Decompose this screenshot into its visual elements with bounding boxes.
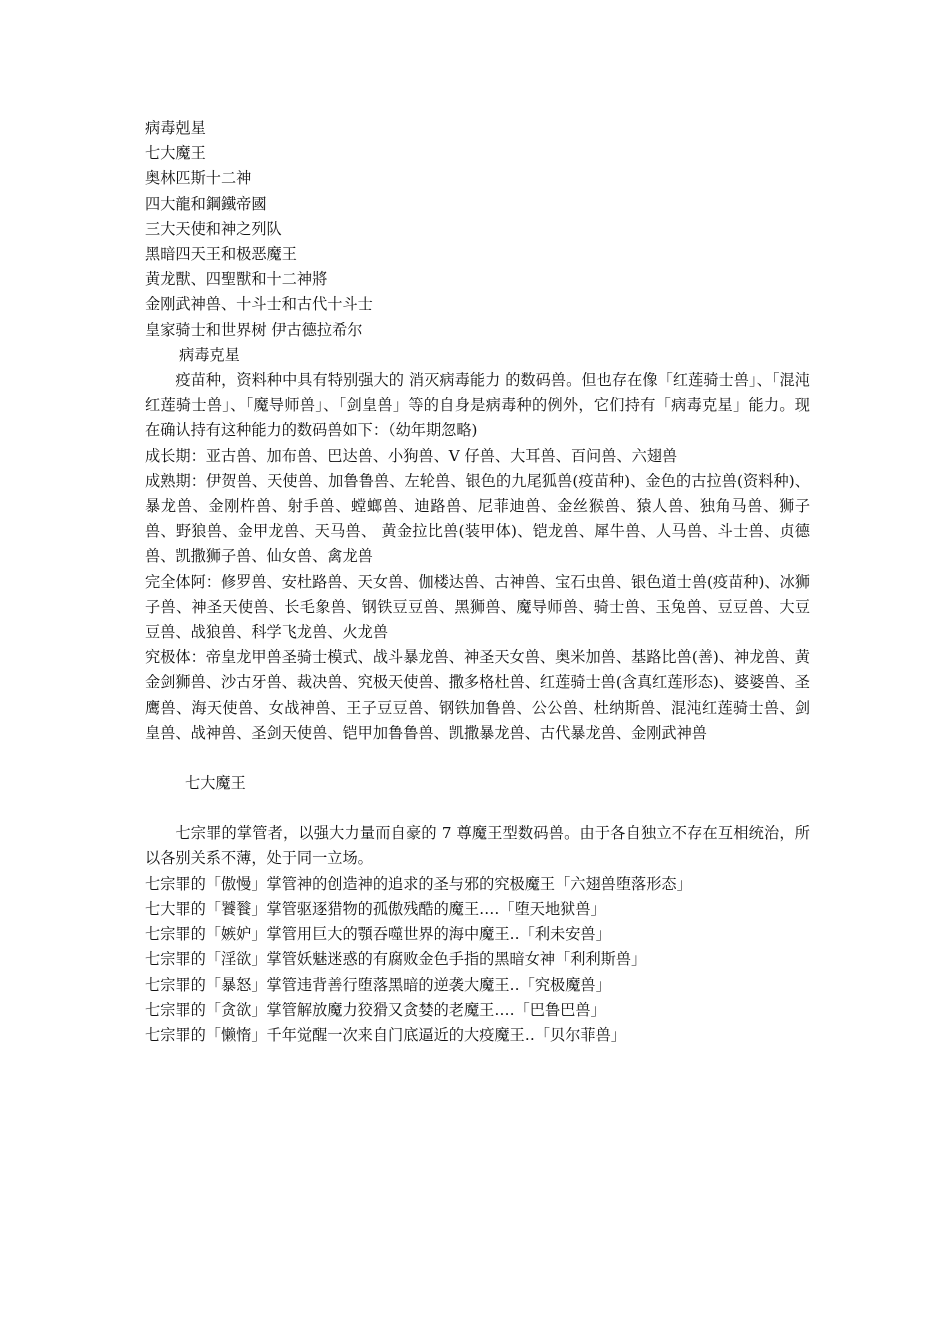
toc-item: 病毒剋星: [145, 119, 206, 137]
toc-item: 七大魔王: [145, 144, 206, 163]
section-intro: 七宗罪的掌管者，以强大力量而自豪的 7 尊魔王型数码兽。由于各自独立不存在互相统治，所以各别关系不薄，处于同一立场。: [145, 824, 810, 868]
section-virus-buster: [145, 343, 810, 746]
toc-item: 奥林匹斯十二神: [145, 169, 252, 188]
stage-list: 究极体：帝皇龙甲兽圣骑士模式、战斗暴龙兽、神圣天女兽、奥米加兽、基路比兽(善)、神龙兽、黄金剑狮兽、沙古牙兽、裁决兽、究极天使兽、撒多格杜兽、红莲骑士兽(含真红莲形态)、婆婆兽、圣鹰兽、海天使兽、女战神兽、王子豆豆兽、钢铁加鲁兽、公公兽、杜纳斯兽、混沌红莲骑士兽、剑皇兽、战神兽、圣剑天使兽、铠甲加鲁鲁兽、凯撒暴龙兽、古代暴龙兽、金刚武神兽: [145, 648, 810, 742]
section-heading: 病毒克星: [179, 345, 240, 364]
toc-item: 四大龍和鋼鐵帝國: [145, 194, 267, 213]
section-intro: 疫苗种，资料种中具有特别强大的 消灭病毒能力 的数码兽。但也存在像「红莲骑士兽」、「混沌红莲骑士兽」、「魔导师兽」、「剑皇兽」等的自身是病毒种的例外，它们持有「病毒克星」能力。现在确认持有这种能力的数码兽如下：（幼年期忽略): [145, 371, 810, 440]
sin-line: 七大罪的「饕餮」掌管驱逐猎物的孤傲残酷的魔王‥‥「堕天地狱兽」: [145, 899, 606, 918]
stage-list: 成长期：亚古兽、加布兽、巴达兽、小狗兽、V 仔兽、大耳兽、百问兽、六翅兽: [145, 446, 678, 465]
toc-item: 金刚武神兽、十斗士和古代十斗士: [145, 295, 373, 314]
sin-line: 七宗罪的「懒惰」千年觉醒一次来自门底逼近的大疫魔王‥「贝尔菲兽」: [145, 1025, 626, 1044]
sin-line: 七宗罪的「淫欲」掌管妖魅迷惑的有腐败金色手指的黑暗女神「利利斯兽」: [145, 950, 647, 969]
toc-item: 皇家骑士和世界树 伊古德拉希尔: [145, 320, 363, 339]
spacer: [145, 746, 810, 771]
sin-line: 七宗罪的「嫉妒」掌管用巨大的顎吞噬世界的海中魔王‥「利未安兽」: [145, 925, 611, 944]
sin-line: 七宗罪的「贪欲」掌管解放魔力狡猾又贪婪的老魔王‥‥「巴鲁巴兽」: [145, 1000, 606, 1019]
section-seven-demon-lords: [145, 771, 810, 1048]
sin-line: 七宗罪的「暴怒」掌管违背善行堕落黑暗的逆袭大魔王‥「究极魔兽」: [145, 975, 611, 994]
stage-list: 完全体阿：修罗兽、安杜路兽、天女兽、伽楼达兽、古神兽、宝石虫兽、银色道士兽(疫苗种)、冰狮子兽、神圣天使兽、长毛象兽、钢铁豆豆兽、黑狮兽、魔导师兽、骑士兽、玉兔兽、豆豆兽、大豆豆兽、战狼兽、科学飞龙兽、火龙兽: [145, 572, 810, 642]
toc-item: 黄龙獸、四聖獸和十二神將: [145, 270, 328, 289]
toc-item: 三大天使和神之列队: [145, 219, 282, 238]
section-heading: 七大魔王: [185, 774, 246, 793]
spacer: [145, 796, 810, 821]
table-of-contents: [145, 116, 810, 343]
sin-line: 七宗罪的「傲慢」掌管神的创造神的追求的圣与邪的究极魔王「六翅兽堕落形态」: [145, 874, 692, 893]
toc-item: 黑暗四天王和极恶魔王: [145, 245, 297, 264]
document-page: [145, 116, 810, 1048]
stage-list: 成熟期：伊贺兽、天使兽、加鲁鲁兽、左轮兽、银色的九尾狐兽(疫苗种)、金色的古拉兽(资料种)、暴龙兽、金刚杵兽、射手兽、螳螂兽、迪路兽、尼菲迪兽、金丝猴兽、猿人兽、独角马兽、狮子兽、野狼兽、金甲龙兽、天马兽、 黄金拉比兽(装甲体)、铠龙兽、犀牛兽、人马兽、斗士兽、贞德兽、凯撒狮子兽、仙女兽、禽龙兽: [145, 471, 810, 566]
